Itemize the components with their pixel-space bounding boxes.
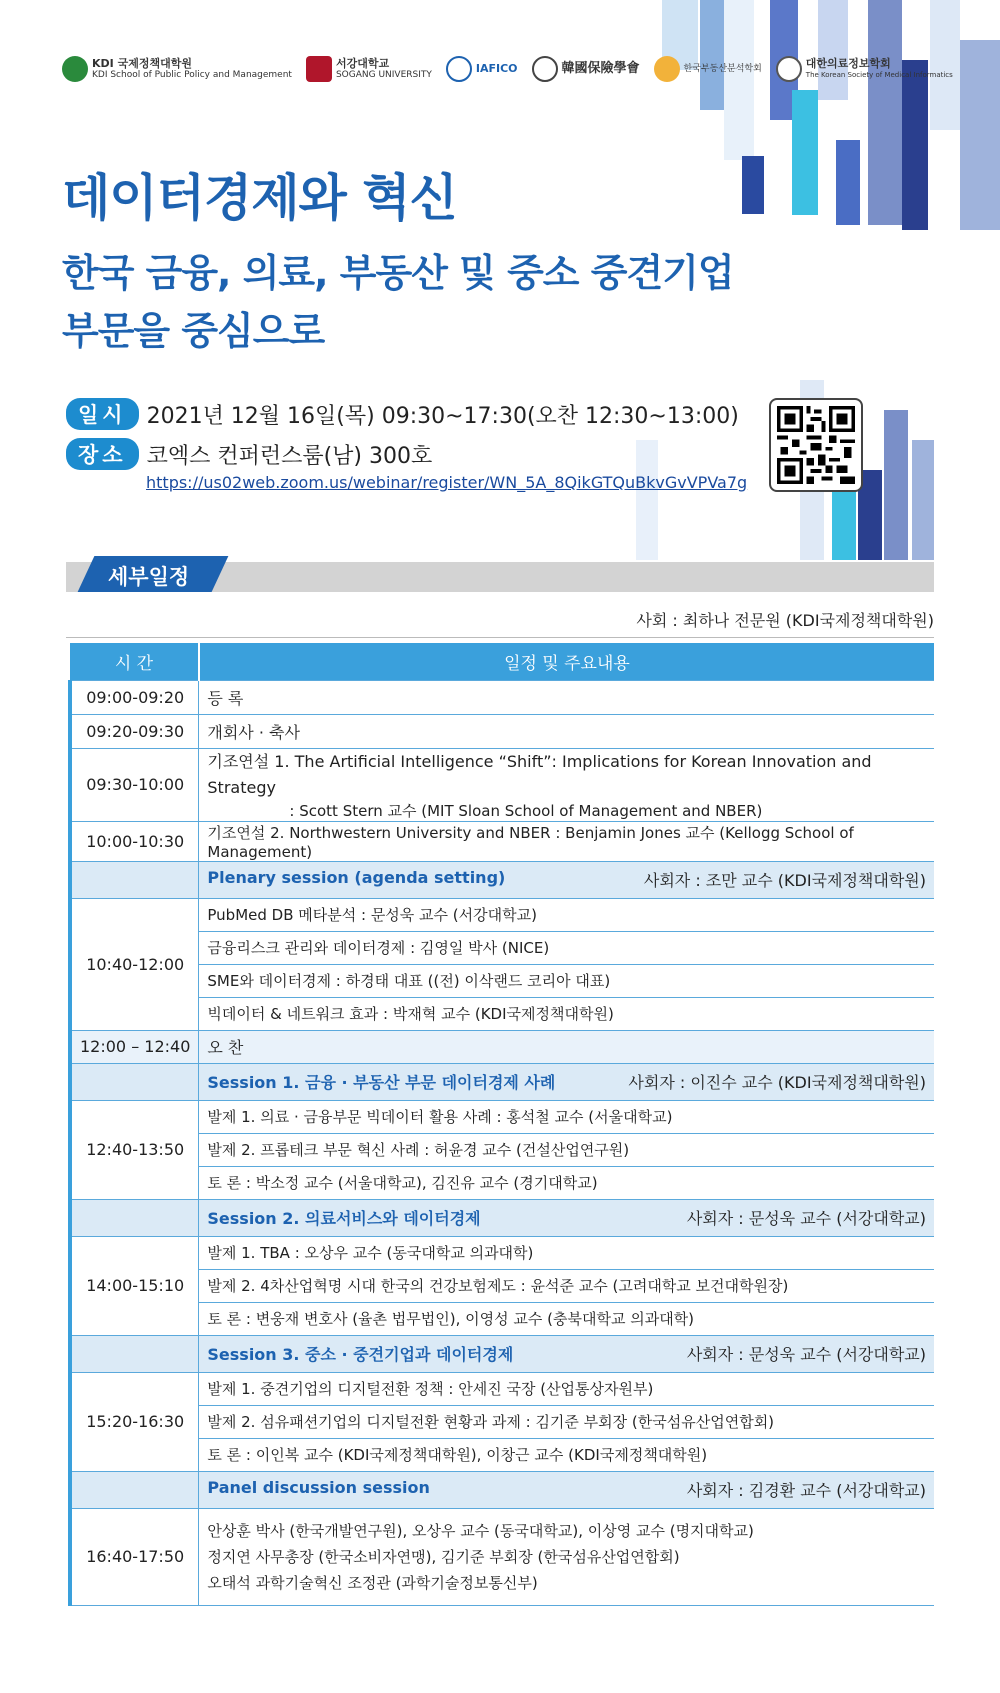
logo-kdi	[62, 56, 292, 82]
schedule-table	[68, 643, 934, 1606]
logo-insurance	[532, 56, 640, 82]
event-date	[66, 398, 739, 430]
iafico-emblem-icon	[446, 56, 472, 82]
session-moderator: 사회자 : 문성욱 교수 (서강대학교)	[686, 1345, 926, 1364]
realestate-emblem-icon	[654, 56, 680, 82]
table-row	[70, 1236, 934, 1269]
insurance-seal-icon	[532, 56, 558, 82]
logo-kdi-name: KDI 국제정책대학원	[92, 56, 192, 70]
row-time: 12:00 – 12:40	[70, 1030, 199, 1063]
table-row	[70, 1166, 934, 1199]
table-row	[70, 898, 934, 931]
row-content: 기조연설 2. Northwestern University and NBER : Benjamin Jones 교수 (Kellogg School of Management)	[199, 821, 934, 861]
row-time: 09:20-09:30	[70, 714, 199, 748]
row-content	[199, 1508, 934, 1605]
table-row	[70, 1372, 934, 1405]
table-row	[70, 1302, 934, 1335]
session-title: Plenary session (agenda setting)	[207, 868, 506, 887]
subtitle-line-2: 부문을 중심으로	[62, 309, 325, 353]
session-header-plenary	[70, 861, 934, 898]
event-place	[66, 438, 432, 470]
place-label: 장소	[66, 438, 139, 470]
row-content	[199, 748, 934, 821]
table-row	[70, 1269, 934, 1302]
row-content: 발제 2. 프롭테크 부문 혁신 사례 : 허윤경 교수 (건설산업연구원)	[199, 1133, 934, 1166]
logo-sogang-sub: SOGANG UNIVERSITY	[335, 70, 432, 81]
session-moderator: 사회자 : 문성욱 교수 (서강대학교)	[686, 1209, 926, 1228]
session-header-panel	[70, 1471, 934, 1508]
table-row	[70, 931, 934, 964]
logo-sogang	[306, 56, 432, 82]
place-value: 코엑스 컨퍼런스룸(남) 300호	[146, 443, 433, 469]
sogang-emblem-icon	[306, 56, 332, 82]
row-time: 16:40-17:50	[70, 1508, 199, 1605]
session-title: Session 1. 금융 · 부동산 부문 데이터경제 사례	[207, 1073, 556, 1092]
table-row	[70, 964, 934, 997]
logo-realestate	[654, 56, 762, 82]
logo-medinfo-sub: The Korean Society of Medical Informatics	[805, 71, 953, 80]
row-time: 09:30-10:00	[70, 748, 199, 821]
logo-medinfo-name: 대한의료정보학회	[805, 56, 891, 70]
logo-medinfo	[776, 56, 953, 82]
table-row	[70, 680, 934, 714]
row-content: 개회사 · 축사	[199, 714, 934, 748]
row-content: 토 론 : 변웅재 변호사 (율촌 법무법인), 이영성 교수 (충북대학교 의과대학)	[199, 1302, 934, 1335]
date-value: 2021년 12월 16일(목) 09:30~17:30(오찬 12:30~13:00)	[146, 403, 739, 429]
row-time: 15:20-16:30	[70, 1372, 199, 1471]
page-subtitle	[62, 244, 734, 360]
table-row	[70, 1405, 934, 1438]
kdi-emblem-icon	[62, 56, 88, 82]
row-content: PubMed DB 메타분석 : 문성욱 교수 (서강대학교)	[199, 898, 934, 931]
row-time: 10:00-10:30	[70, 821, 199, 861]
logo-iafico	[446, 56, 518, 82]
header-content: 일정 및 주요내용	[199, 643, 934, 680]
session-title: Session 2. 의료서비스와 데이터경제	[207, 1209, 481, 1228]
row-time: 14:00-15:10	[70, 1236, 199, 1335]
logo-sogang-name: 서강대학교	[335, 56, 390, 70]
row-time: 09:00-09:20	[70, 680, 199, 714]
row-content: 발제 2. 4차산업혁명 시대 한국의 건강보험제도 : 윤석준 교수 (고려대학교 보건대학원장)	[199, 1269, 934, 1302]
row-content: 빅데이터 & 네트워크 효과 : 박재혁 교수 (KDI국제정책대학원)	[199, 997, 934, 1030]
row-content: 발제 2. 섬유패션기업의 디지털전환 현황과 과제 : 김기준 부회장 (한국섬유산업연합회)	[199, 1405, 934, 1438]
session-title: Panel discussion session	[207, 1478, 430, 1497]
session-header-1	[70, 1063, 934, 1100]
keynote-1-speaker: : Scott Stern 교수 (MIT Sloan School of Management and NBER)	[289, 801, 763, 820]
registration-link[interactable]: https://us02web.zoom.us/webinar/register/WN_5A_8QikGTQuBkvGvVPVa7g	[146, 473, 748, 492]
date-label: 일시	[66, 398, 139, 430]
panelist-line: 안상훈 박사 (한국개발연구원), 오상우 교수 (동국대학교), 이상영 교수 (명지대학교)	[207, 1521, 754, 1540]
logo-kdi-sub: KDI School of Public Policy and Management	[92, 70, 292, 81]
row-content: 등 록	[199, 680, 934, 714]
row-content: 토 론 : 박소정 교수 (서울대학교), 김진유 교수 (경기대학교)	[199, 1166, 934, 1199]
qr-code	[769, 398, 863, 492]
table-header-row	[70, 643, 934, 680]
table-row	[70, 997, 934, 1030]
logo-insurance-name: 韓國保險學會	[561, 60, 640, 76]
sponsor-logos	[62, 56, 967, 82]
table-row	[70, 821, 934, 861]
table-row	[70, 1133, 934, 1166]
page-title: 데이터경제와 혁신	[62, 169, 457, 227]
session-moderator: 사회자 : 조만 교수 (KDI국제정책대학원)	[643, 871, 926, 890]
section-title: 세부일정	[108, 565, 190, 589]
table-row-lunch	[70, 1030, 934, 1063]
logo-iafico-name: IAFICO	[475, 61, 518, 75]
header-time: 시 간	[70, 643, 199, 680]
session-moderator: 사회자 : 이진수 교수 (KDI국제정책대학원)	[628, 1073, 926, 1092]
divider	[66, 637, 934, 638]
table-row	[70, 1100, 934, 1133]
row-content: 발제 1. 의료 · 금융부문 빅데이터 활용 사례 : 홍석철 교수 (서울대학교)	[199, 1100, 934, 1133]
panelist-line: 오태석 과학기술혁신 조정관 (과학기술정보통신부)	[207, 1573, 538, 1592]
table-row	[70, 748, 934, 821]
row-time: 10:40-12:00	[70, 898, 199, 1030]
subtitle-line-1: 한국 금융, 의료, 부동산 및 중소 중견기업	[62, 251, 734, 295]
medinfo-emblem-icon	[776, 56, 802, 82]
panelist-line: 정지연 사무총장 (한국소비자연맹), 김기준 부회장 (한국섬유산업연합회)	[207, 1547, 680, 1566]
table-row	[70, 1438, 934, 1471]
session-header-2	[70, 1199, 934, 1236]
session-header-3	[70, 1335, 934, 1372]
keynote-1-title: 기조연설 1. The Artificial Intelligence “Shift”: Implications for Korean Innovation and Strategy	[207, 751, 872, 797]
event-moderator: 사회 : 최하나 전문원 (KDI국제정책대학원)	[636, 611, 934, 630]
row-content: 발제 1. 중견기업의 디지털전환 정책 : 안세진 국장 (산업통상자원부)	[199, 1372, 934, 1405]
session-moderator: 사회자 : 김경환 교수 (서강대학교)	[686, 1481, 926, 1500]
table-row	[70, 714, 934, 748]
row-content: 금융리스크 관리와 데이터경제 : 김영일 박사 (NICE)	[199, 931, 934, 964]
row-content: SME와 데이터경제 : 하경태 대표 ((전) 이삭랜드 코리아 대표)	[199, 964, 934, 997]
row-content: 발제 1. TBA : 오상우 교수 (동국대학교 의과대학)	[199, 1236, 934, 1269]
logo-realestate-name: 한국부동산분석학회	[683, 63, 762, 74]
qr-code-icon	[777, 406, 855, 484]
row-content: 토 론 : 이인복 교수 (KDI국제정책대학원), 이창근 교수 (KDI국제정책대학원)	[199, 1438, 934, 1471]
session-title: Session 3. 중소 · 중견기업과 데이터경제	[207, 1345, 514, 1364]
row-time: 12:40-13:50	[70, 1100, 199, 1199]
row-content: 오 찬	[199, 1030, 934, 1063]
table-row	[70, 1508, 934, 1605]
